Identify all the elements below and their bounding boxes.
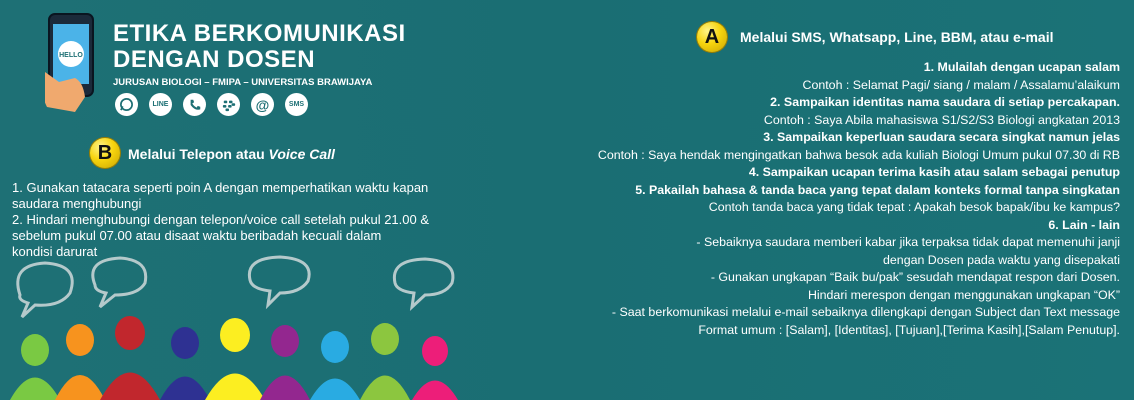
section-a-line: - Sebaiknya saudara memberi kabar jika terpaksa tidak dapat memenuhi janji [696,235,1120,249]
section-a-line: dengan Dosen pada waktu yang disepakati [883,252,1120,267]
section-a-heading: 5. Pakailah bahasa & tanda baca yang tepat dalam konteks formal tanpa singkatan [635,182,1120,197]
section-b-line: kondisi darurat [12,244,98,259]
section-a-heading: 3. Sampaikan keperluan saudara secara singkat namun jelas [763,130,1120,144]
section-b-title [128,146,335,162]
section-b-title-italic: Voice Call [268,146,335,162]
phone-in-hand-illustration [45,12,100,112]
whatsapp-icon [115,93,138,116]
section-a-line: Contoh : Saya Abila mahasiswa S1/S2/S3 Biologi angkatan 2013 [763,112,1120,127]
section-a-line: Contoh : Selamat Pagi/ siang / malam / Assalamu’alaikum [802,77,1120,92]
section-a-line: Format umum : [Salam], [Identitas], [Tujuan],[Terima Kasih],[Salam Penutup]. [698,322,1120,337]
section-b-title-plain: Melalui Telepon atau [128,146,269,162]
section-b-line: 1. Gunakan tatacara seperti poin A dengan memperhatikan waktu kapan [12,180,429,195]
section-a-title: Melalui SMS, Whatsapp, Line, BBM, atau e-mail [740,29,1054,45]
section-a-body [460,59,1120,339]
section-a-line: Contoh tanda baca yang tidak tepat : Apakah besok bapak/ibu ke kampus? [708,200,1120,214]
section-b-badge: B [90,138,120,168]
line-icon: LINE [149,93,172,116]
section-a-heading: 2. Sampaikan identitas nama saudara di setiap percakapan. [770,95,1120,109]
section-a-heading: 4. Sampaikan ucapan terima kasih atau salam sebagai penutup [748,165,1120,179]
section-b-line: sebelum pukul 07.00 atau disaat waktu beribadah kecuali dalam [12,228,382,243]
section-a-line: - Saat berkomunikasi melalui e-mail sebaiknya dilengkapi dengan Subject dan Text message [611,305,1120,319]
section-b-line: 2. Hindari menghubungi dengan telepon/voice call setelah pukul 21.00 & [12,212,430,227]
section-a-line: - Gunakan ungkapan “Baik bu/pak” sesudah mendapat respon dari Dosen. [710,270,1120,284]
phone-icon [183,93,206,116]
page-title-line1: ETIKA BERKOMUNIKASI [113,20,406,47]
section-a-heading: 6. Lain - lain [1048,217,1120,232]
email-icon: @ [251,93,274,116]
header [0,0,406,125]
section-a-line: Hindari merespon dengan menggunakan ungkapan “OK” [807,287,1120,302]
crowd-speech-bubbles-illustration [0,255,480,400]
section-a-line: Contoh : Saya hendak mengingatkan bahwa besok ada kuliah Biologi Umum pukul 07.30 di RB [597,147,1120,162]
section-b-body [12,180,482,260]
page-title-line2: DENGAN DOSEN [113,46,316,73]
section-a-badge: A [697,22,727,52]
page-subtitle: JURUSAN BIOLOGI – FMIPA – UNIVERSITAS BRAWIJAYA [113,77,373,88]
app-icon-row [115,93,308,116]
sms-icon: SMS [285,93,308,116]
section-a-heading: 1. Mulailah dengan ucapan salam [923,60,1120,74]
section-b-line: saudara menghubungi [12,196,142,211]
bbm-icon [217,93,240,116]
phone-screen-text: HELLO [59,52,83,59]
